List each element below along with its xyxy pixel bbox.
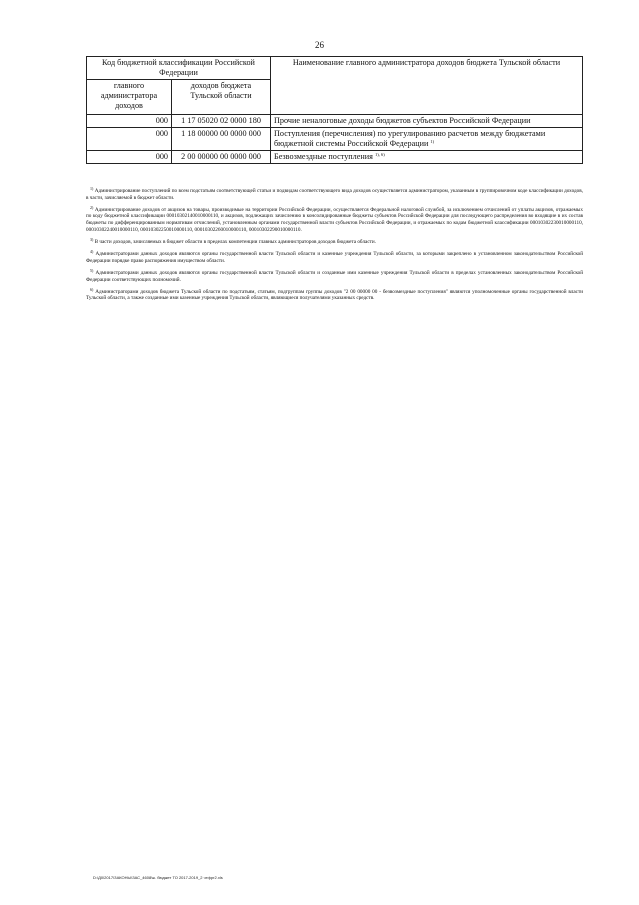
footnote-ref: 1)	[430, 139, 435, 144]
footnote-mark: 4)	[90, 249, 94, 255]
cell-income-code: 2 00 00000 00 0000 000	[172, 151, 271, 164]
footnote-mark: 2)	[90, 204, 94, 210]
page-number: 26	[315, 40, 324, 50]
table-row	[87, 128, 583, 151]
cell-admin-code: 000	[87, 115, 172, 128]
cell-income-code: 1 18 00000 00 0000 000	[172, 128, 271, 151]
footnote	[86, 205, 583, 234]
footnote-text: Администрирование поступлений по всем подстатьям соответствующей статьи и подвидам соответствующего вида доходов осуществляется администратором, указанным в группировочном коде классификации доходов, в части, зачисляемой в бюджет области.	[86, 188, 584, 201]
footnote-text: В части доходов, зачисляемых в бюджет области в пределах компетенции главных администраторов доходов бюджета области.	[94, 238, 376, 245]
footnote	[86, 249, 583, 264]
header-budget-code: Код бюджетной классификации Российской Федерации	[87, 57, 271, 80]
subheader-income-code: доходов бюджета Тульской области	[172, 80, 271, 115]
footnote	[86, 268, 583, 283]
table-row	[87, 151, 583, 164]
cell-income-name: Поступления (перечисления) по урегулированию расчетов между бюджетами бюджетной системы Российской Федерации $^{1)}$	[271, 128, 583, 151]
table-row	[87, 115, 583, 128]
header-administrator-name: Наименование главного администратора доходов бюджета Тульской области	[271, 57, 583, 115]
footnote-mark: 5)	[90, 267, 94, 273]
footnote	[86, 186, 583, 201]
cell-income-name: Прочие неналоговые доходы бюджетов субъектов Российской Федерации	[271, 115, 583, 128]
footnote-mark: 3)	[90, 236, 94, 242]
footnote-text: Администрирование доходов от акцизов на товары, производимые на территории Российской Федерации, осуществляется Федеральной налоговой службой, за исключением отчислений от уплаты акцизов, отражаемых по коду бюджетной классификации 00010302140010000110, и акцизов, подлежащих зачислению в консолидированные бюджеты субъектов Российской Федерации для последующего распределения во входящие в их состав бюджеты по дифференцированным нормативам отчислений, установленным органами государственной власти субъектов Российской Федерации, и отражаемых по кодам бюджетной классификации 00010302230010000110, 00010302240010000110, 00010302250010000110, 00010302260010000110, 00010302290010000110.	[86, 206, 584, 233]
footnote-mark: 1)	[90, 186, 94, 191]
subheader-main-administrator: главного администратора доходов	[87, 80, 172, 115]
footnote	[86, 237, 583, 246]
budget-income-table	[86, 56, 583, 164]
footnote-text: Администраторами доходов бюджета Тульской области по подстатьям, статьям, подгруппам группы доходов "2 00 00000 00 - безвозмездные поступления" являются уполномоченные органы государственной власти Тульской области, а также созданные ими казенные учреждения Тульской области, являющиеся получателями указанных средств.	[86, 288, 584, 302]
footnote	[86, 287, 583, 302]
table-header-row	[87, 57, 583, 80]
cell-admin-code: 000	[87, 128, 172, 151]
file-path: D:\Д0\2017\ЗАКОНЫ\ЗАС_4608\ж. бюджет ТО 2017-2019_2 чтфрг2.xls	[93, 875, 223, 880]
cell-income-code: 1 17 05020 02 0000 180	[172, 115, 271, 128]
footnote-text: Администраторами данных доходов являются органы государственной власти Тульской области и созданные ими казенные учреждения Тульской области в пределах установленных законодательством Российской Федерации соответствующих полномочий.	[86, 269, 583, 283]
footnote-ref: 1), 6)	[374, 152, 385, 157]
footnotes	[86, 186, 583, 306]
cell-income-name: Безвозмездные поступления $^{1), 6)}$	[271, 151, 583, 164]
footnote-mark: 6)	[90, 286, 94, 292]
cell-admin-code: 000	[87, 151, 172, 164]
footnote-text: Администраторами данных доходов являются органы государственной власти Тульской области и казенные учреждения Тульской области, за которыми закреплено в установленном законодательством Российской Федерации порядке право распоряжения имуществом области.	[86, 251, 584, 264]
